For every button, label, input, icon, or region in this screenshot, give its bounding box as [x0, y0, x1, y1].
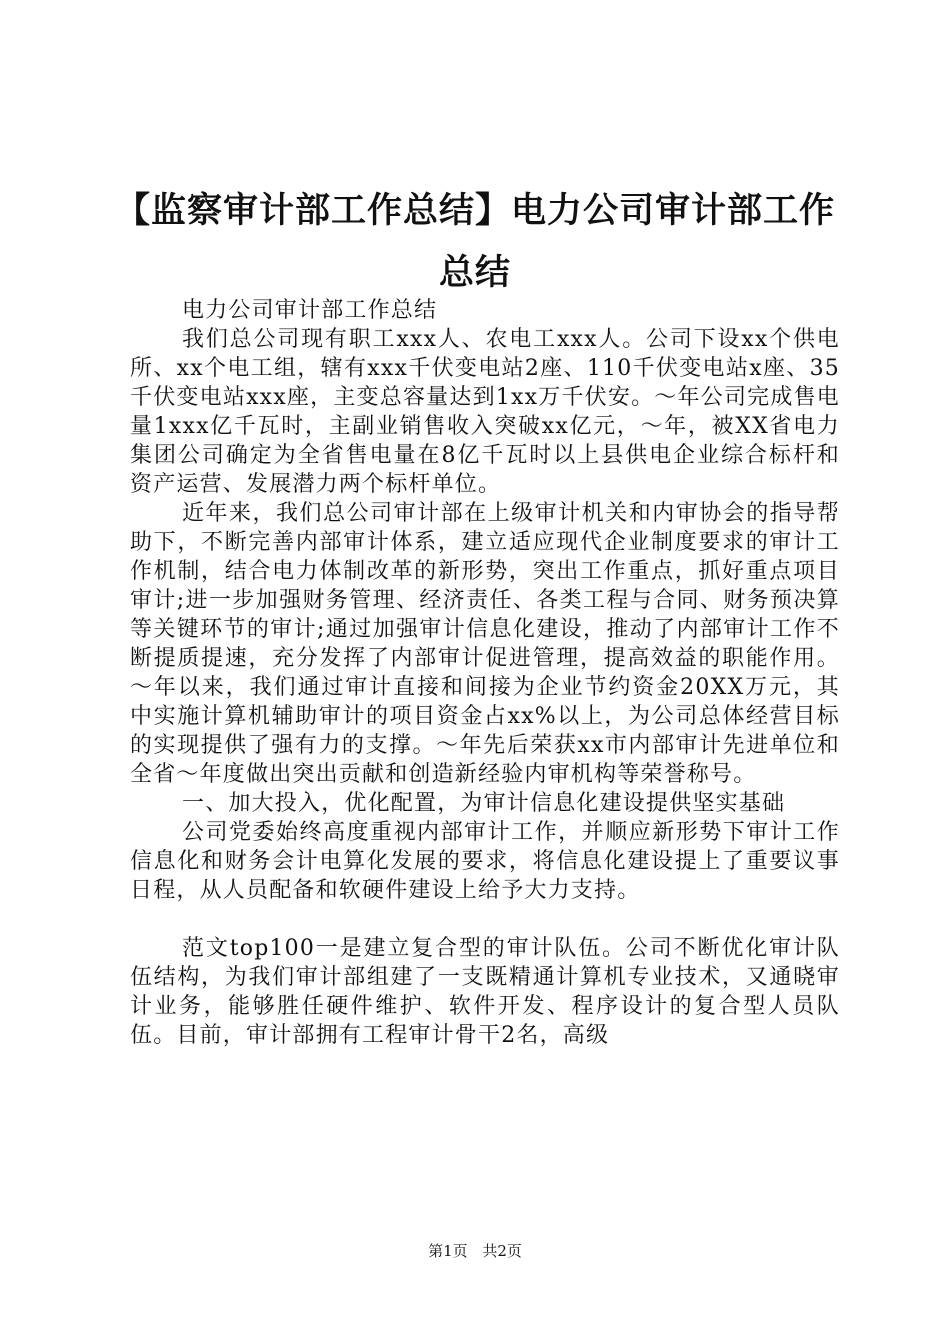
- document-body: [130, 296, 840, 1050]
- page-number-total: 共2页: [482, 1242, 522, 1260]
- paragraph-company-overview: 我们总公司现有职工xxx人、农电工xxx人。公司下设xx个供电所、xx个电工组，辖有xxx千伏变电站2座、110千伏变电站x座、35千伏变电站xxx座，主变总容量达到1xx万千伏安。～年公司完成售电量1xxx亿千瓦时，主副业销售收入突破xx亿元，～年，被XX省电力集团公司确定为全省售电量在8亿千瓦时以上县供电企业综合标杆和资产运营、发展潜力两个标杆单位。: [130, 327, 840, 497]
- paragraph-audit-achievements: 近年来，我们总公司审计部在上级审计机关和内审协会的指导帮助下，不断完善内部审计体系，建立适应现代企业制度要求的审计工作机制，结合电力体制改革的新形势，突出工作重点，抓好重点项目审计;进一步加强财务管理、经济责任、各类工程与合同、财务预决算等关键环节的审计;通过加强审计信息化建设，推动了内部审计工作不断提质提速，充分发挥了内部审计促进管理，提高效益的职能作用。～年以来，我们通过审计直接和间接为企业节约资金20XX万元，其中实施计算机辅助审计的项目资金占xx%以上，为公司总体经营目标的实现提供了强有力的支撑。～年先后荣获xx市内部审计先进单位和全省～年度做出突出贡献和创造新经验内审机构等荣誉称号。: [130, 501, 840, 787]
- document-title: 【监察审计部工作总结】电力公司审计部工作总结: [114, 191, 835, 293]
- paragraph-party-support: 公司党委始终高度重视内部审计工作，并顺应新形势下审计工作信息化和财务会计电算化发展的要求，将信息化建设提上了重要议事日程，从人员配备和软硬件建设上给予大力支持。: [130, 820, 840, 903]
- paragraph-audit-team: 范文top100一是建立复合型的审计队伍。公司不断优化审计队伍结构，为我们审计部组建了一支既精通计算机专业技术，又通晓审计业务，能够胜任硬件维护、软件开发、程序设计的复合型人员队伍。目前，审计部拥有工程审计骨干2名，高级: [130, 936, 840, 1048]
- page-footer: [0, 1241, 950, 1261]
- section-heading-1: 一、加大投入，优化配置，为审计信息化建设提供坚实基础: [182, 791, 786, 816]
- page-number-current: 第1页: [428, 1242, 468, 1260]
- paragraph-subtitle: 电力公司审计部工作总结: [182, 298, 438, 323]
